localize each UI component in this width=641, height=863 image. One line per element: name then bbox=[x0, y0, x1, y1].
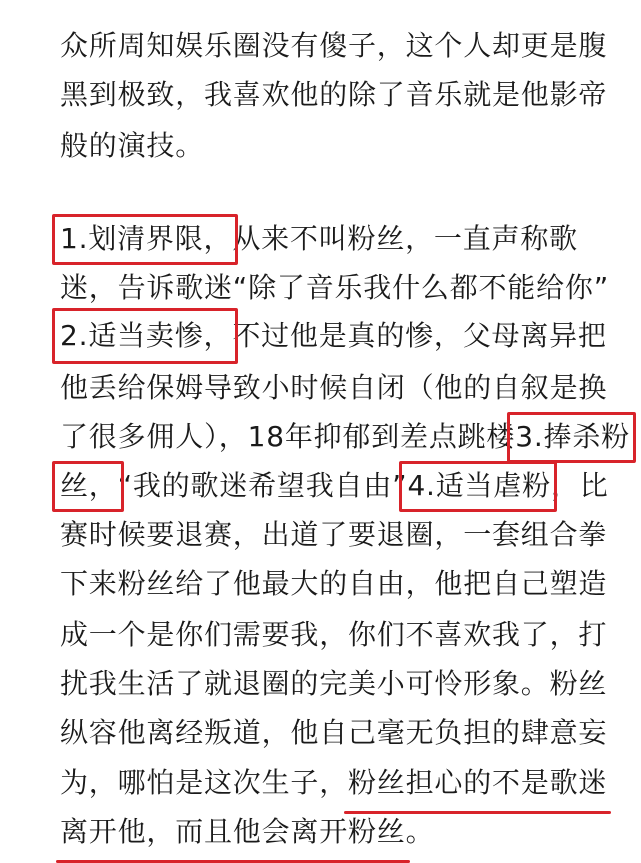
highlight-box-point-3-end: 丝， bbox=[60, 469, 118, 502]
text-span: 了很多佣人），18年抑郁到差点跳楼 bbox=[60, 420, 516, 453]
underline-highlight: 粉丝担心的不是歌迷 bbox=[348, 766, 608, 799]
text-span: 。 bbox=[405, 815, 435, 848]
text-span: 般的演技。 bbox=[60, 129, 205, 162]
text-line bbox=[60, 517, 607, 553]
text-line bbox=[60, 318, 607, 354]
text-line bbox=[60, 270, 609, 306]
text-span: 从来不叫粉丝，一直声称歌 bbox=[232, 222, 578, 255]
text-span: 为，哪怕是这次生子， bbox=[60, 766, 349, 799]
text-span: 黑到极致，我喜欢他的除了音乐就是他影帝 bbox=[60, 78, 608, 111]
text-line bbox=[60, 77, 607, 113]
text-line bbox=[60, 666, 607, 702]
text-span: ，比 bbox=[550, 469, 609, 502]
text-span: 成一个是你们需要我，你们不喜欢我了，打 bbox=[60, 618, 608, 651]
text-span: 迷，告诉歌迷“除了音乐我什么都不能给你” bbox=[60, 271, 610, 304]
text-span: 不过他是真的惨，父母离异把 bbox=[232, 319, 607, 352]
text-line bbox=[60, 370, 607, 406]
text-span: 下来粉丝给了他最大的自由，他把自己塑造 bbox=[60, 567, 608, 600]
highlight-box-point-4: 4.适当虐粉 bbox=[407, 469, 551, 502]
text-line bbox=[60, 715, 607, 751]
text-span: 众所周知娱乐圈没有傻子，这个人却更是腹 bbox=[60, 29, 608, 62]
text-line bbox=[60, 814, 434, 850]
text-span: 扰我生活了就退圈的完美小可怜形象。粉丝 bbox=[60, 667, 608, 700]
text-span: “我的歌迷希望我自由” bbox=[117, 469, 408, 502]
text-line bbox=[60, 617, 607, 653]
text-line bbox=[60, 128, 204, 164]
text-span: 他丢给保姆导致小时候自闭（他的自叙是换 bbox=[60, 371, 608, 404]
highlight-box-point-3: 3.捧杀粉 bbox=[515, 420, 630, 453]
highlight-box-point-2: 2.适当卖惨， bbox=[60, 319, 233, 352]
text-line bbox=[60, 566, 607, 602]
text-span: 纵容他离经叛道，他自己毫无负担的肆意妄 bbox=[60, 716, 608, 749]
text-line bbox=[60, 765, 607, 801]
text-line bbox=[60, 28, 607, 64]
underline-highlight: 离开他，而且他会离开粉丝 bbox=[60, 815, 406, 848]
text-line bbox=[60, 468, 609, 504]
highlight-box-point-1: 1.划清界限， bbox=[60, 222, 233, 255]
text-line bbox=[60, 221, 578, 257]
text-line bbox=[60, 419, 630, 455]
text-span: 赛时候要退赛，出道了要退圈，一套组合拳 bbox=[60, 518, 608, 551]
